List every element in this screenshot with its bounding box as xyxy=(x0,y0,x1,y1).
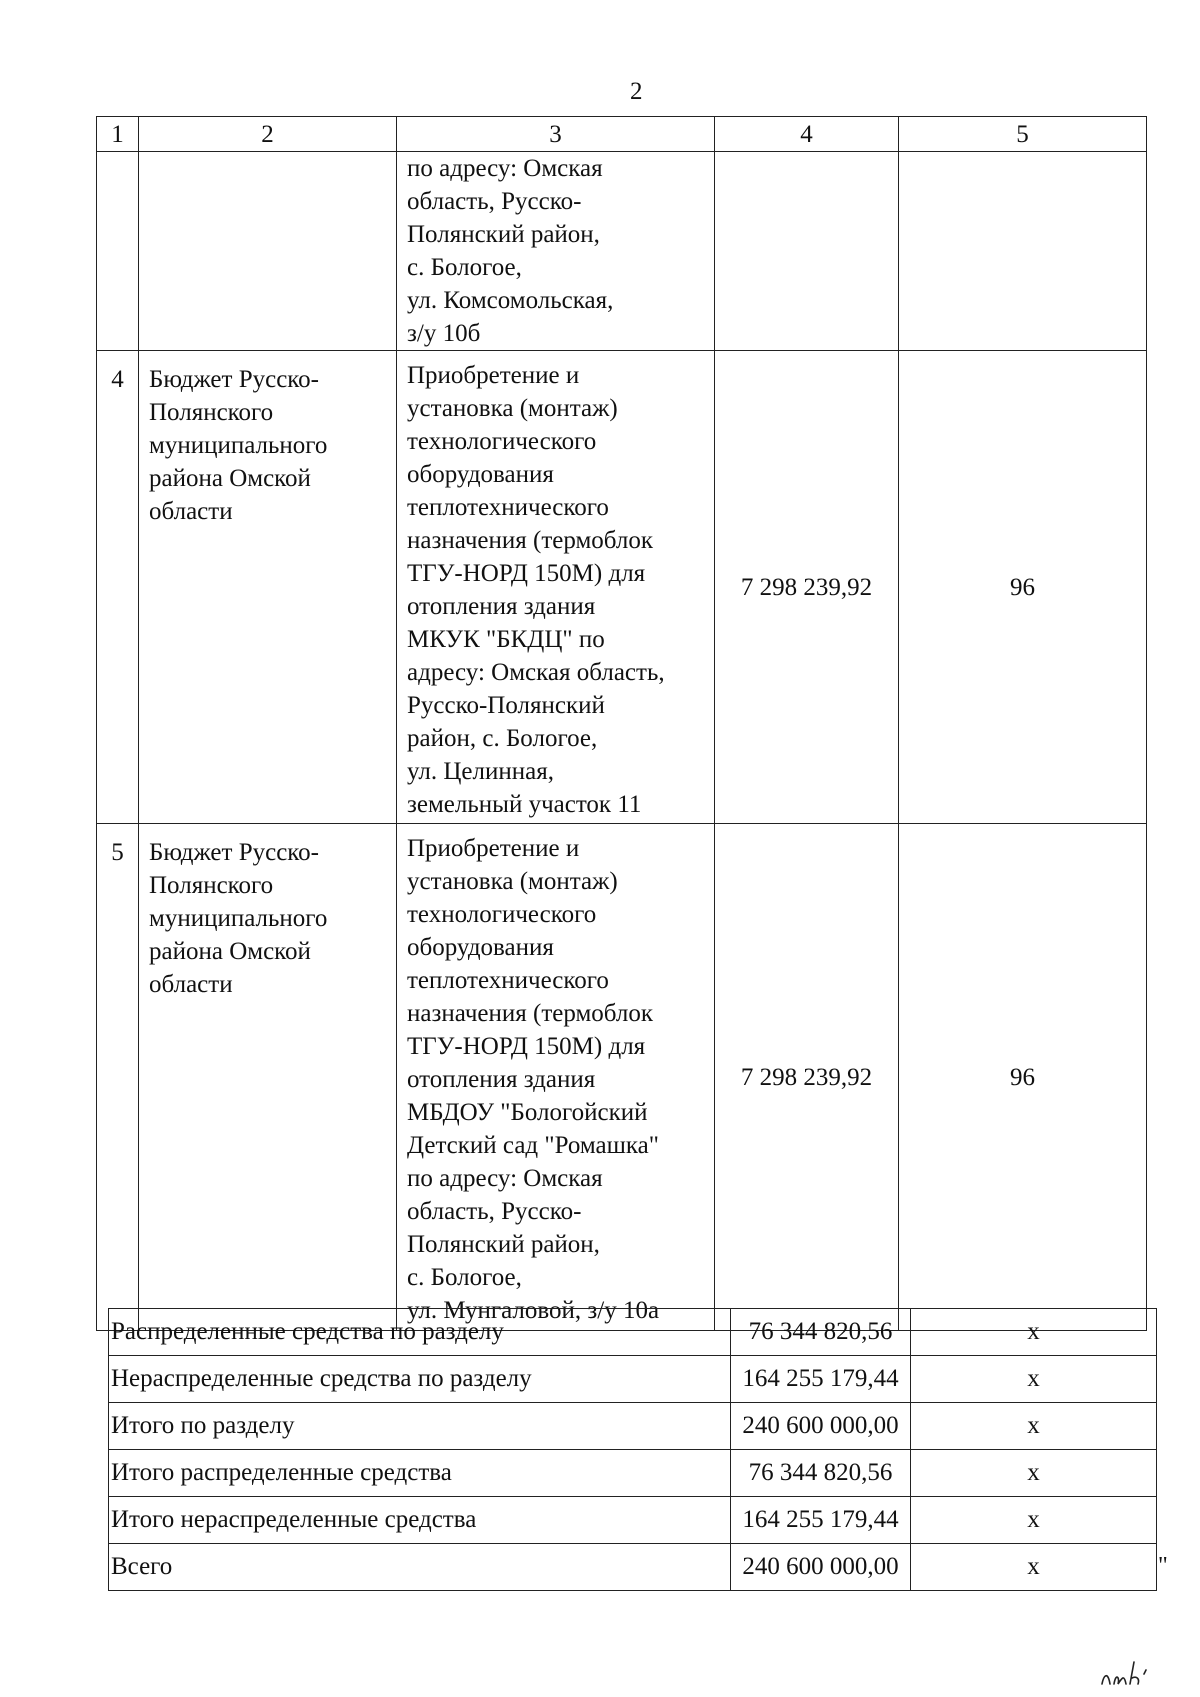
header-col-3: 3 xyxy=(397,117,715,152)
totals-row xyxy=(109,1450,1157,1497)
table-row xyxy=(97,824,1147,1331)
cell-amount: 7 298 239,92 xyxy=(715,351,899,824)
description-line: теплотехнического xyxy=(407,494,609,521)
budget-line: области xyxy=(149,498,233,525)
description-line: область, Русско- xyxy=(407,1198,582,1225)
cell-percent: 96 xyxy=(899,351,1147,824)
totals-mark: х xyxy=(911,1309,1157,1356)
cell-description xyxy=(397,824,715,1331)
description-line: Полянский район, xyxy=(407,221,600,248)
description-line: назначения (термоблок xyxy=(407,1000,654,1027)
allocation-table xyxy=(96,116,1147,1331)
handwritten-initials xyxy=(1100,1648,1180,1688)
totals-mark: х xyxy=(911,1544,1157,1591)
header-col-5: 5 xyxy=(899,117,1147,152)
description-line: область, Русско- xyxy=(407,188,582,215)
cell-num: 4 xyxy=(97,351,139,824)
totals-row xyxy=(109,1309,1157,1356)
description-line: МБДОУ "Бологойский xyxy=(407,1099,648,1126)
totals-amount: 240 600 000,00 xyxy=(731,1544,911,1591)
description-line: ул. Комсомольская, xyxy=(407,287,614,314)
totals-mark: х xyxy=(911,1497,1157,1544)
description-line: адресу: Омская область, xyxy=(407,659,665,686)
header-col-4: 4 xyxy=(715,117,899,152)
table-header-row xyxy=(97,117,1147,152)
budget-line: Бюджет Русско- xyxy=(149,366,319,393)
table-row-continuation xyxy=(97,152,1147,351)
totals-mark: х xyxy=(911,1403,1157,1450)
description-line: теплотехнического xyxy=(407,967,609,994)
description-line: технологического xyxy=(407,901,597,928)
description-line: Приобретение и xyxy=(407,362,580,389)
description-line: ул. Целинная, xyxy=(407,758,554,785)
budget-line: Бюджет Русско- xyxy=(149,839,319,866)
cell-budget xyxy=(139,351,397,824)
totals-label: Итого распределенные средства xyxy=(109,1450,731,1497)
table-row xyxy=(97,351,1147,824)
description-line: ТГУ-НОРД 150М) для xyxy=(407,1033,646,1060)
totals-row xyxy=(109,1544,1157,1591)
totals-amount: 76 344 820,56 xyxy=(731,1309,911,1356)
description-line: оборудования xyxy=(407,461,554,488)
cell-amount xyxy=(715,152,899,351)
totals-label: Распределенные средства по разделу xyxy=(109,1309,731,1356)
description-line: МКУК "БКДЦ" по xyxy=(407,626,605,653)
budget-line: Полянского xyxy=(149,399,274,426)
totals-label: Итого по разделу xyxy=(109,1403,731,1450)
cell-budget xyxy=(139,824,397,1331)
budget-line: Полянского xyxy=(149,872,274,899)
totals-amount: 164 255 179,44 xyxy=(731,1356,911,1403)
totals-amount: 240 600 000,00 xyxy=(731,1403,911,1450)
description-line: земельный участок 11 xyxy=(407,791,642,818)
description-line: назначения (термоблок xyxy=(407,527,654,554)
page-number: 2 xyxy=(630,78,643,105)
totals-amount: 164 255 179,44 xyxy=(731,1497,911,1544)
budget-line: района Омской xyxy=(149,465,311,492)
cell-num xyxy=(97,152,139,351)
description-line: Приобретение и xyxy=(407,835,580,862)
cell-description xyxy=(397,351,715,824)
totals-row xyxy=(109,1403,1157,1450)
cell-percent xyxy=(899,152,1147,351)
description-line: с. Бологое, xyxy=(407,1264,522,1291)
totals-row xyxy=(109,1356,1157,1403)
cell-percent: 96 xyxy=(899,824,1147,1331)
description-line: Детский сад "Ромашка" xyxy=(407,1132,659,1159)
description-line: з/у 10б xyxy=(407,320,481,347)
description-line: установка (монтаж) xyxy=(407,395,618,422)
description-line: Полянский район, xyxy=(407,1231,600,1258)
header-col-2: 2 xyxy=(139,117,397,152)
description-line: оборудования xyxy=(407,934,554,961)
totals-label: Итого нераспределенные средства xyxy=(109,1497,731,1544)
totals-label: Нераспределенные средства по разделу xyxy=(109,1356,731,1403)
cell-description xyxy=(397,152,715,351)
budget-line: муниципального xyxy=(149,905,328,932)
totals-mark: х xyxy=(911,1450,1157,1497)
budget-line: области xyxy=(149,971,233,998)
totals-label: Всего xyxy=(109,1544,731,1591)
totals-mark: х xyxy=(911,1356,1157,1403)
description-line: технологического xyxy=(407,428,597,455)
budget-line: муниципального xyxy=(149,432,328,459)
description-line: с. Бологое, xyxy=(407,254,522,281)
closing-quote: " xyxy=(1158,1553,1168,1579)
budget-line: района Омской xyxy=(149,938,311,965)
cell-amount: 7 298 239,92 xyxy=(715,824,899,1331)
description-line: отопления здания xyxy=(407,1066,596,1093)
description-line: район, с. Бологое, xyxy=(407,725,598,752)
header-col-1: 1 xyxy=(97,117,139,152)
totals-row xyxy=(109,1497,1157,1544)
totals-table xyxy=(108,1308,1157,1591)
description-line: ТГУ-НОРД 150М) для xyxy=(407,560,646,587)
cell-budget xyxy=(139,152,397,351)
description-line: установка (монтаж) xyxy=(407,868,618,895)
description-line: по адресу: Омская xyxy=(407,155,603,182)
description-line: ул. Мунгаловой, з/у 10а xyxy=(407,1297,660,1324)
cell-num: 5 xyxy=(97,824,139,1331)
description-line: отопления здания xyxy=(407,593,596,620)
totals-amount: 76 344 820,56 xyxy=(731,1450,911,1497)
description-line: Русско-Полянский xyxy=(407,692,605,719)
description-line: по адресу: Омская xyxy=(407,1165,603,1192)
